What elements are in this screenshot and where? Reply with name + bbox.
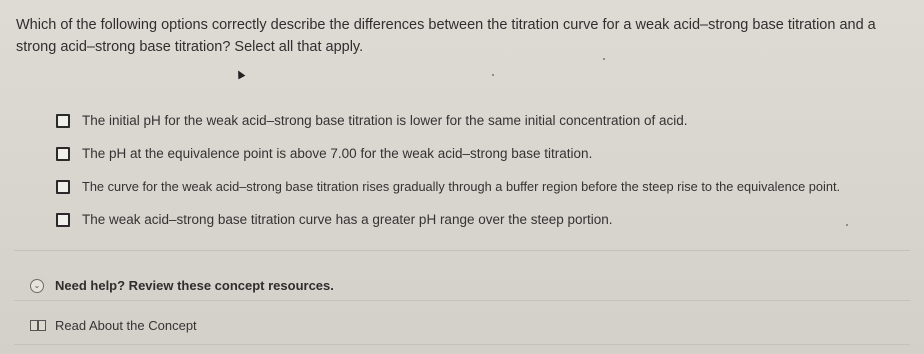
section-divider xyxy=(14,344,910,345)
option-checkbox-4[interactable] xyxy=(56,213,70,227)
option-label-4: The weak acid–strong base titration curve has a greater pH range over the steep portion. xyxy=(82,212,613,227)
option-row-3[interactable] xyxy=(56,170,916,203)
resource-link-label: Read About the Concept xyxy=(55,318,197,333)
help-toggle[interactable] xyxy=(30,278,334,293)
option-row-4[interactable] xyxy=(56,203,916,236)
screen-speck xyxy=(492,74,494,76)
option-label-1: The initial pH for the weak acid–strong base titration is lower for the same initial concentration of acid. xyxy=(82,113,688,128)
section-divider xyxy=(14,250,910,251)
read-about-concept-link[interactable] xyxy=(30,318,197,333)
option-row-1[interactable] xyxy=(56,104,916,137)
section-divider xyxy=(14,300,910,301)
mouse-cursor-icon xyxy=(235,69,246,80)
chevron-down-icon: ⌄ xyxy=(30,279,44,293)
screen-speck xyxy=(603,58,605,60)
option-checkbox-2[interactable] xyxy=(56,147,70,161)
question-text: Which of the following options correctly describe the differences between the titration curve for a weak acid–strong base titration and a strong acid–strong base titration? Select all that apply. xyxy=(16,17,876,55)
option-row-2[interactable] xyxy=(56,137,916,170)
help-heading: Need help? Review these concept resources. xyxy=(55,278,334,293)
option-label-3: The curve for the weak acid–strong base titration rises gradually through a buffer region before the steep rise to the equivalence point. xyxy=(82,179,841,194)
book-icon xyxy=(30,320,46,331)
answer-options xyxy=(56,104,916,236)
option-label-2: The pH at the equivalence point is above 7.00 for the weak acid–strong base titration. xyxy=(82,146,593,161)
option-checkbox-1[interactable] xyxy=(56,114,70,128)
option-checkbox-3[interactable] xyxy=(56,180,70,194)
